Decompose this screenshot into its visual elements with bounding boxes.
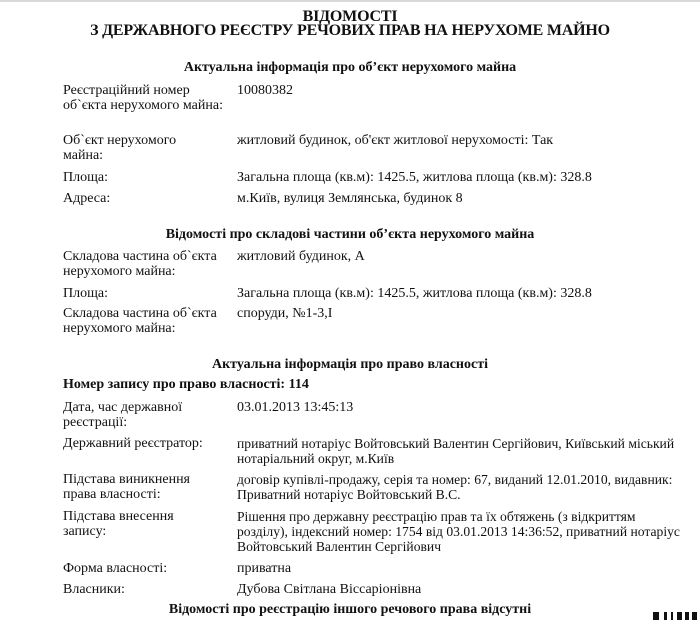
field-label: Власники: — [63, 582, 125, 597]
field-value: договір купівлі-продажу, серія та номер: 67, виданий 12.01.2010, видавник: Приватний нотаріус Войтовський В.С. — [237, 472, 673, 502]
field-value: Дубова Світлана Віссаріонівна — [237, 582, 422, 597]
field-row-registration-date — [63, 400, 683, 430]
field-value: 10080382 — [237, 83, 293, 98]
top-border — [0, 0, 700, 2]
field-value: житловий будинок, А — [237, 249, 365, 264]
section-heading-ownership: Актуальна інформація про право власності — [212, 357, 488, 372]
field-label: Площа: — [63, 170, 108, 185]
field-row-area — [63, 170, 683, 185]
field-label: Державний реєстратор: — [63, 436, 203, 451]
field-value: приватна — [237, 561, 292, 576]
section-heading-parts: Відомості про складові частини об’єкта нерухомого майна — [165, 227, 535, 242]
field-label: Дата, час державної реєстрації: — [63, 400, 183, 430]
field-row-registrar — [63, 436, 683, 466]
field-label: Об`єкт нерухомого майна: — [63, 133, 177, 163]
field-row-component-area — [63, 286, 683, 301]
field-value: Рішення про державну реєстрацію прав та їх обтяжень (з відкриттям розділу), індексний номер: 1754 від 03.01.2013 14:36:52, приватний нотаріус Войтовський Валентин Сергійович — [237, 509, 680, 554]
section-heading-other-rights: Відомості про реєстрацію іншого речового права відсутні — [168, 602, 532, 617]
field-label: Підстава виникнення права власності: — [63, 472, 190, 502]
field-row-object-type — [63, 133, 683, 163]
field-label: Форма власності: — [63, 561, 168, 576]
field-value: приватний нотаріус Войтовський Валентин Сергійович, Київський міський нотаріальний округ, м.Київ — [237, 436, 675, 466]
field-value: споруди, №1-3,І — [237, 306, 333, 321]
document-subtitle: З ДЕРЖАВНОГО РЕЄСТРУ РЕЧОВИХ ПРАВ НА НЕРУХОМЕ МАЙНО — [90, 22, 610, 39]
field-value: Загальна площа (кв.м): 1425.5, житлова площа (кв.м): 328.8 — [237, 170, 592, 185]
field-label: Площа: — [63, 286, 108, 301]
field-row-component — [63, 249, 683, 279]
field-row-address — [63, 191, 683, 206]
field-value: житловий будинок, об'єкт житлової нерухомості: Так — [237, 133, 554, 148]
field-row-component — [63, 306, 683, 336]
field-label: Реєстраційний номер об`єкта нерухомого майна: — [63, 83, 223, 113]
field-value: м.Київ, вулиця Землянська, будинок 8 — [237, 191, 463, 206]
field-row-registration-number — [63, 83, 683, 113]
section-heading-object: Актуальна інформація про об’єкт нерухомого майна — [183, 60, 517, 75]
qr-code-fragment — [653, 612, 697, 620]
field-row-ownership-form — [63, 561, 683, 576]
field-row-entry-basis — [63, 509, 683, 554]
field-row-owners — [63, 582, 683, 597]
ownership-record-number: Номер запису про право власності: 114 — [63, 377, 309, 392]
field-label: Підстава внесення запису: — [63, 509, 174, 539]
field-label: Складова частина об`єкта нерухомого майна: — [63, 249, 217, 279]
document-title: ВІДОМОСТІ — [302, 8, 398, 25]
field-label: Адреса: — [63, 191, 111, 206]
field-label: Складова частина об`єкта нерухомого майна: — [63, 306, 217, 336]
field-row-ownership-basis — [63, 472, 683, 502]
field-value: Загальна площа (кв.м): 1425.5, житлова площа (кв.м): 328.8 — [237, 286, 592, 301]
field-value: 03.01.2013 13:45:13 — [237, 400, 354, 415]
